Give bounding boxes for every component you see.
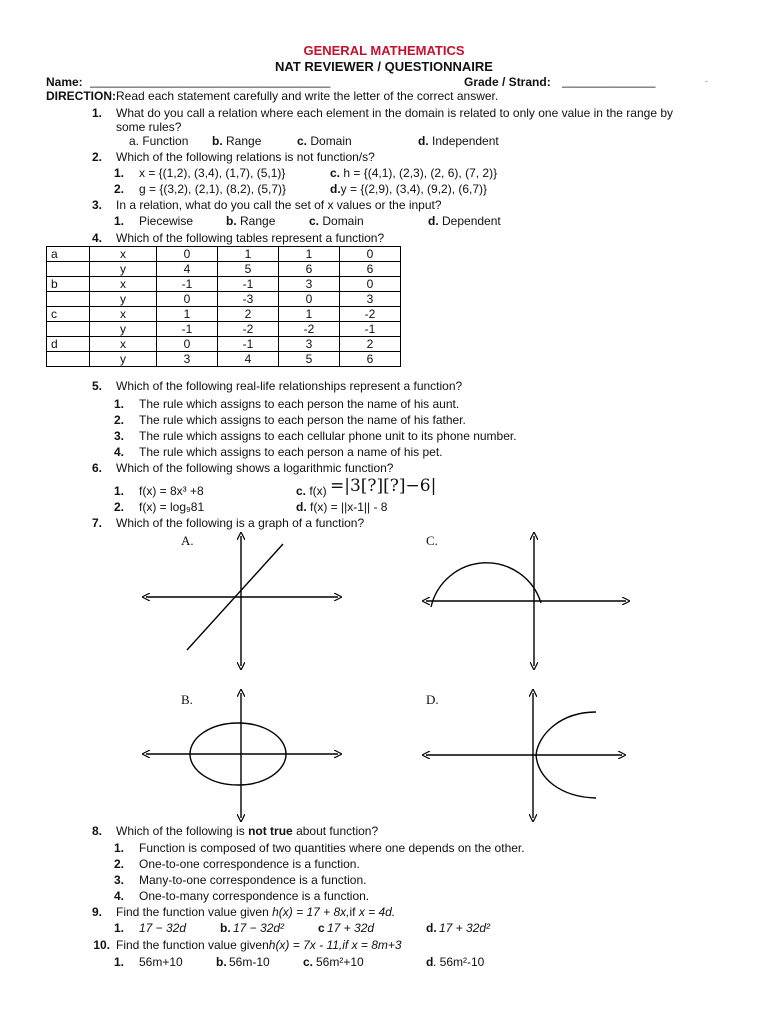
table-value-cell: 0 (279, 292, 340, 307)
q4-number: 4. (91, 231, 102, 245)
table-var-cell: y (90, 292, 157, 307)
q10-option3-letter: c. (303, 955, 314, 969)
table-label-cell: b (47, 277, 90, 292)
table-value-cell: -1 (157, 277, 218, 292)
q5-option4-number: 4. (113, 445, 124, 459)
table-value-cell: 0 (157, 247, 218, 262)
q2-option1: x = {(1,2), (3,4), (1,7), (5,1)} (139, 166, 286, 180)
q1-option-a: a. Function (129, 134, 189, 148)
q1-number: 1. (91, 106, 102, 120)
table-value-cell: 6 (340, 262, 401, 277)
graph-d-label: D. (426, 692, 439, 707)
q3-text: In a relation, what do you call the set of x values or the input? (116, 198, 442, 212)
q9-option1-number: 1. (113, 921, 124, 935)
q10-number: 10. (93, 938, 110, 952)
q10-text: Find the function value givenh(x) = 7x - 11,if x = 8m+3 (116, 938, 402, 952)
table-value-cell: -2 (218, 322, 279, 337)
q3-option1-number: 1. (113, 214, 124, 228)
name-blank: ____________________________________ (90, 74, 331, 88)
table-var-cell: x (90, 337, 157, 352)
table-value-cell: 1 (279, 247, 340, 262)
q2-option-c: c. h = {(4,1), (2,3), (2, 6), (7, 2)} (330, 166, 498, 180)
table-value-cell: 4 (157, 262, 218, 277)
q9-option4-letter: d. (426, 921, 437, 935)
table-value-cell: 0 (157, 292, 218, 307)
q8-option3-number: 3. (113, 873, 124, 887)
table-value-cell: -1 (157, 322, 218, 337)
q9-option2-letter: b. (220, 921, 231, 935)
table-value-cell: 6 (279, 262, 340, 277)
q3-option-c: c. Domain (309, 214, 364, 228)
table-value-cell: 2 (340, 337, 401, 352)
q9-option2: 17 − 32d² (233, 921, 285, 935)
q5-option2-number: 2. (113, 413, 124, 427)
table-value-cell: 1 (157, 307, 218, 322)
graph-a-label: A. (181, 533, 194, 548)
q10-option4-letter: d (426, 955, 434, 969)
table-value-cell: 2 (218, 307, 279, 322)
table-value-cell: -2 (340, 307, 401, 322)
q5-option4: The rule which assigns to each person a name of his pet. (139, 445, 443, 459)
graph-b (146, 693, 338, 818)
q7-number: 7. (91, 516, 102, 530)
q6-option2: f(x) = log₉81 (139, 500, 205, 514)
table-value-cell: 0 (340, 277, 401, 292)
q10-option2: 56m-10 (229, 955, 270, 969)
name-label: Name: (46, 75, 83, 89)
q2-option1-number: 1. (113, 166, 124, 180)
q5-number: 5. (91, 379, 102, 393)
q5-option1-number: 1. (113, 397, 124, 411)
table-var-cell: y (90, 322, 157, 337)
q9-option3: 17 + 32d (327, 921, 375, 935)
table-value-cell: -1 (340, 322, 401, 337)
q5-option3-number: 3. (113, 429, 124, 443)
q9-text: Find the function value given h(x) = 17 + 8x,if x = 4d. (116, 905, 396, 919)
q3-option-d: d. Dependent (428, 214, 501, 228)
q1-text-cont: some rules? (116, 120, 182, 134)
q8-option1: Function is composed of two quantities where one depends on the other. (139, 841, 525, 855)
table-value-cell: 1 (279, 307, 340, 322)
q1-option-c: c. Domain (297, 134, 352, 148)
table-value-cell: 4 (218, 352, 279, 367)
q9-option4: 17 + 32d² (439, 921, 491, 935)
grade-strand-label: Grade / Strand: (464, 75, 551, 89)
q5-option1: The rule which assigns to each person the name of his aunt. (139, 397, 460, 411)
corner-mark: - (705, 76, 708, 86)
table-value-cell: 1 (218, 247, 279, 262)
document-title: GENERAL MATHEMATICS (303, 43, 465, 58)
graph-a (146, 536, 338, 666)
q3-option1: Piecewise (139, 214, 194, 228)
q10-option1: 56m+10 (139, 955, 183, 969)
q9-number: 9. (91, 905, 102, 919)
q9-option1: 17 − 32d (139, 921, 187, 935)
q3-number: 3. (91, 198, 102, 212)
q10-option4: . 56m²-10 (433, 955, 485, 969)
q10-option1-number: 1. (113, 955, 124, 969)
q1-option-d: d. Independent (418, 134, 499, 148)
q6-number: 6. (91, 461, 102, 475)
table-value-cell: 5 (279, 352, 340, 367)
q2-option-d: d.y = {(2,9), (3,4), (9,2), (6,7)} (330, 182, 488, 196)
graph-c (426, 536, 626, 666)
q2-option2: g = {(3,2), (2,1), (8,2), (5,7)} (139, 182, 287, 196)
table-value-cell: -2 (279, 322, 340, 337)
q1-option-b: b. Range (212, 134, 262, 148)
table-value-cell: 3 (157, 352, 218, 367)
graph-d (426, 693, 622, 818)
table-value-cell: 5 (218, 262, 279, 277)
graph-b-label: B. (181, 692, 193, 707)
q2-text: Which of the following relations is not function/s? (116, 150, 375, 164)
q10-option2-letter: b. (216, 955, 227, 969)
grade-strand-blank: ______________ (562, 74, 656, 88)
table-var-cell: y (90, 352, 157, 367)
table-value-cell: -3 (218, 292, 279, 307)
q8-option2-number: 2. (113, 857, 124, 871)
q6-text: Which of the following shows a logarithmic function? (116, 461, 394, 475)
table-label-cell: d (47, 337, 90, 352)
q8-option1-number: 1. (113, 841, 124, 855)
q1-text: What do you call a relation where each element in the domain is related to only one value in the range by (116, 106, 674, 120)
table-value-cell: -1 (218, 337, 279, 352)
table-var-cell: x (90, 307, 157, 322)
table-var-cell: y (90, 262, 157, 277)
direction-label: DIRECTION: (46, 89, 116, 103)
q2-option2-number: 2. (113, 182, 124, 196)
q6-option-d: d. f(x) = ||x-1|| - 8 (296, 500, 388, 514)
document-subtitle: NAT REVIEWER / QUESTIONNAIRE (275, 59, 493, 74)
table-value-cell: 6 (340, 352, 401, 367)
table-value-cell: 0 (157, 337, 218, 352)
table-label-cell: c (47, 307, 90, 322)
q9-option3-letter: c (318, 921, 325, 935)
q8-number: 8. (91, 824, 102, 838)
q6-option-c: c. f(x) (296, 484, 327, 498)
q3-option-b: b. Range (226, 214, 276, 228)
q5-text: Which of the following real-life relationships represent a function? (116, 379, 463, 393)
q8-option2: One-to-one correspondence is a function. (139, 857, 360, 871)
q8-option4: One-to-many correspondence is a function. (139, 889, 370, 903)
table-var-cell: x (90, 247, 157, 262)
q2-number: 2. (91, 150, 102, 164)
q5-option2: The rule which assigns to each person the name of his father. (139, 413, 466, 427)
q8-option4-number: 4. (113, 889, 124, 903)
direction-text: Read each statement carefully and write the letter of the correct answer. (116, 89, 499, 103)
table-value-cell: 3 (279, 337, 340, 352)
graph-c-label: C. (426, 533, 438, 548)
q5-option3: The rule which assigns to each cellular phone unit to its phone number. (139, 429, 517, 443)
q4-text: Which of the following tables represent a function? (116, 231, 385, 245)
q6-option1: f(x) = 8x³ +8 (139, 484, 204, 498)
q6-option-c-formula: =|3[?][?]−6| (330, 476, 437, 496)
q6-option2-number: 2. (113, 500, 124, 514)
table-value-cell: 0 (340, 247, 401, 262)
table-value-cell: 3 (279, 277, 340, 292)
table-value-cell: -1 (218, 277, 279, 292)
q7-text: Which of the following is a graph of a function? (116, 516, 365, 530)
q10-option3: 56m²+10 (316, 955, 364, 969)
table-value-cell: 3 (340, 292, 401, 307)
q8-text: Which of the following is not true about function? (116, 824, 379, 838)
q8-option3: Many-to-one correspondence is a function. (139, 873, 367, 887)
q6-option1-number: 1. (113, 484, 124, 498)
table-var-cell: x (90, 277, 157, 292)
table-label-cell: a (47, 247, 90, 262)
